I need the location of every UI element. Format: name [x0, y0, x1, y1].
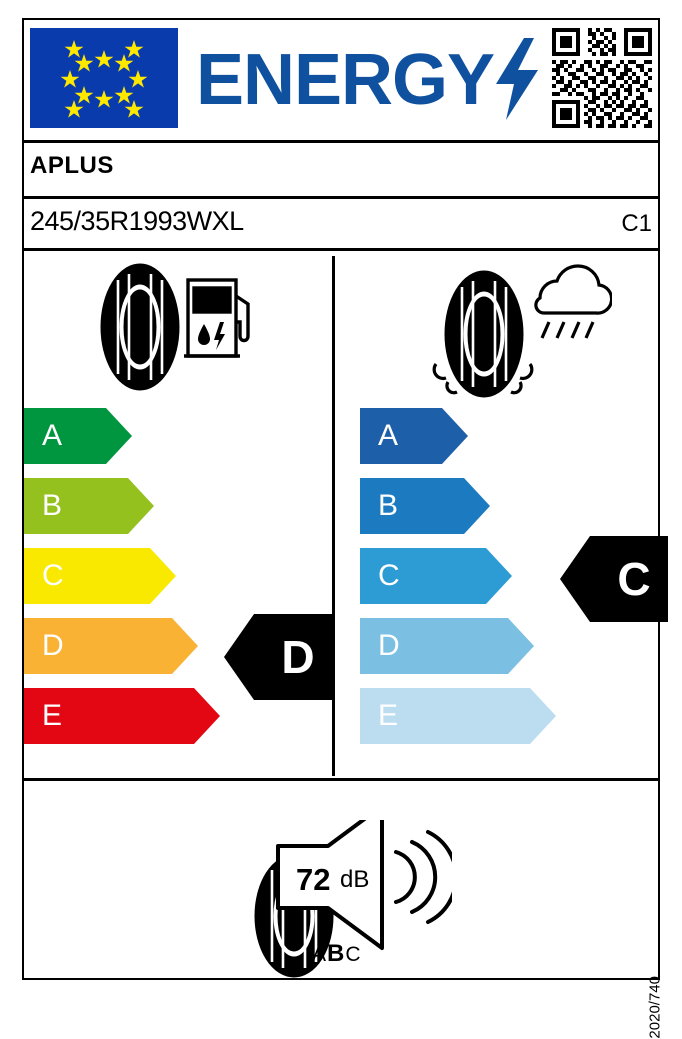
- wet-grip-rating-letter: C: [617, 553, 651, 605]
- noise-class-a: A: [312, 943, 328, 966]
- fuel-grade-a-letter: A: [42, 419, 63, 452]
- noise-class-b: B: [327, 940, 346, 967]
- wet-grade-a-shape: [360, 408, 468, 464]
- fuel-grade-a-shape: [24, 408, 132, 464]
- regulation-code: 2020/740: [647, 976, 664, 1039]
- fuel-grade-d-letter: D: [42, 629, 64, 662]
- noise-value: 72: [296, 862, 331, 897]
- vertical-divider: [332, 256, 335, 776]
- wet-grade-c-letter: C: [378, 559, 400, 592]
- noise-class-letters: [312, 940, 362, 968]
- fuel-grade-b-letter: B: [42, 489, 63, 522]
- lightning-bolt-icon: [494, 38, 540, 120]
- divider-size: [24, 248, 658, 251]
- rain-cloud-tyre-icon: [412, 262, 612, 417]
- noise-class-c: C: [345, 943, 362, 966]
- wet-grade-e-letter: E: [378, 699, 399, 732]
- divider-brand: [24, 196, 658, 199]
- wet-grade-b-letter: B: [378, 489, 399, 522]
- divider-top: [24, 140, 658, 143]
- energy-title: ENERGY: [196, 40, 495, 120]
- fuel-pump-tyre-icon: [88, 262, 268, 397]
- fuel-efficiency-rating: [224, 614, 332, 705]
- fuel-grade-e-letter: E: [42, 699, 63, 732]
- eu-flag-icon: [30, 28, 178, 128]
- qr-code-icon: [552, 28, 652, 128]
- wet-grade-d-letter: D: [378, 629, 400, 662]
- divider-noise: [24, 778, 658, 781]
- supplier-brand: APLUS: [30, 152, 114, 179]
- wet-grip-rating: [560, 536, 668, 627]
- noise-unit: dB: [340, 866, 370, 893]
- tyre-size-designation: 245/35R1993WXL: [30, 206, 244, 236]
- fuel-grade-c-letter: C: [42, 559, 64, 592]
- wet-grade-a-letter: A: [378, 419, 399, 452]
- tyre-class: C1: [621, 210, 652, 237]
- fuel-efficiency-rating-letter: D: [281, 631, 315, 683]
